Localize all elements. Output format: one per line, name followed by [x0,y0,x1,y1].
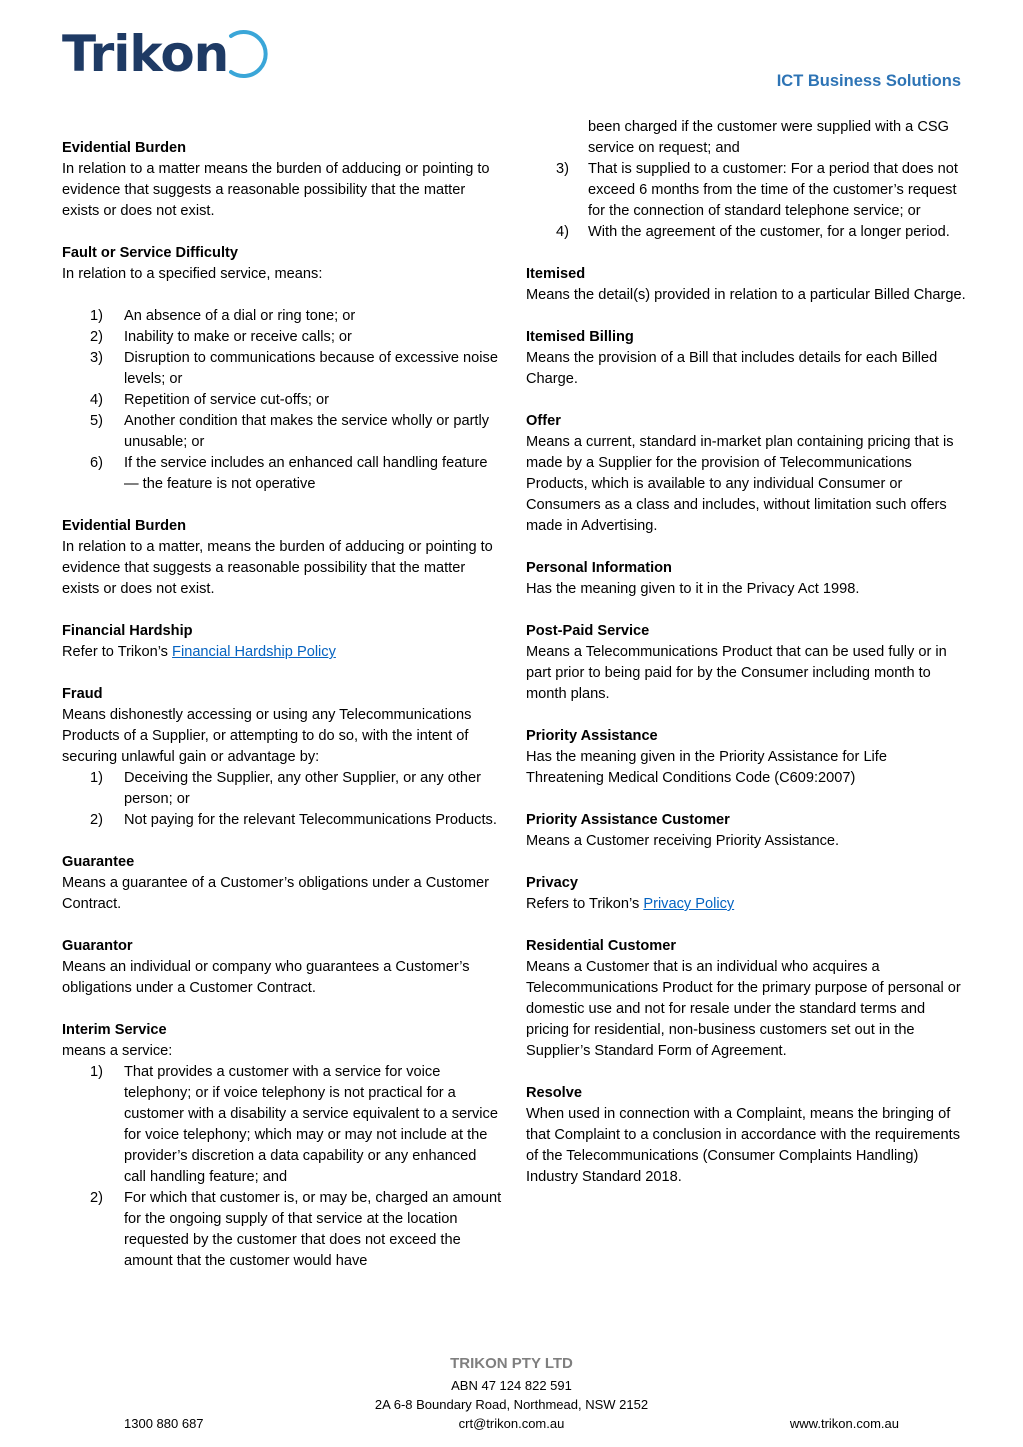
right-column [526,117,966,1209]
term-definition: In relation to a matter means the burden of adducing or pointing to evidence that suggests a reasonable possibility that the matter exists or does not exist. [62,161,490,219]
list-number: 2) [90,1190,103,1206]
definition-priority-assistance-customer [526,810,966,852]
list-number: 1) [90,1064,103,1080]
term-title: Personal Information [526,560,672,576]
definition-evidential-burden-2 [62,516,502,600]
term-title: Evidential Burden [62,518,187,534]
definition-itemised [526,264,966,306]
financial-hardship-policy-link[interactable]: Financial Hardship Policy [172,644,336,660]
term-title: Guarantee [62,854,135,870]
term-title: Priority Assistance Customer [526,812,730,828]
definition-interim-service [62,1020,502,1272]
interim-service-continuation [526,117,966,243]
term-title: Fault or Service Difficulty [62,245,238,261]
definition-post-paid-service [526,621,966,705]
footer-abn: ABN 47 124 822 591 [451,1378,572,1393]
term-title: Privacy [526,875,578,891]
list-text: Inability to make or receive calls; or [124,329,352,345]
fraud-list [62,768,502,831]
footer-company-name: TRIKON PTY LTD [450,1355,573,1372]
list-text: With the agreement of the customer, for a longer period. [588,224,950,240]
definition-personal-information [526,558,966,600]
term-title: Itemised Billing [526,329,634,345]
list-number: 4) [556,224,569,240]
header-tagline: ICT Business Solutions [776,72,961,90]
list-item [62,810,502,831]
list-text: Another condition that makes the service wholly or partly unusable; or [124,413,490,450]
term-title: Fraud [62,686,103,702]
list-item [526,159,966,222]
list-text: That provides a customer with a service for voice telephony; or if voice telephony is not practical for a customer with a disability a service equivalent to a service for voice telephony; which may or may not include at the provider’s discretion a data capability or any enhanced call handling feature; and [124,1064,498,1185]
list-number: 4) [90,392,103,408]
term-title: Offer [526,413,561,429]
definition-prefix: Refer to Trikon’s [62,644,173,660]
list-item [62,1062,502,1188]
list-item [526,222,966,243]
list-number: 5) [90,413,103,429]
term-definition: When used in connection with a Complaint, means the bringing of that Complaint to a conclusion in accordance with the requirements of the Telecommunications (Consumer Complaints Handling) Industry Standard 2018. [526,1106,960,1185]
interim-service-list-continued [526,159,966,243]
term-definition [62,642,502,663]
list-number: 2) [90,812,103,828]
definition-guarantor [62,936,502,999]
list-item [62,306,502,327]
definition-resolve [526,1083,966,1188]
term-title: Evidential Burden [62,140,187,156]
list-text: If the service includes an enhanced call handling feature — the feature is not operative [124,455,488,492]
footer-phone: 1300 880 687 [124,1416,204,1431]
term-definition: Means dishonestly accessing or using any Telecommunications Products of a Supplier, or attempting to do so, with the intent of securing unlawful gain or advantage by: [62,707,472,765]
term-definition: Means a Customer that is an individual who acquires a Telecommunications Product for the primary purpose of personal or domestic use and not for resale under the standard terms and pricing for residential, non-business customers set out in the Supplier’s Standard Form of Agreement. [526,959,961,1059]
term-title: Financial Hardship [62,623,193,639]
footer-email[interactable]: crt@trikon.com.au [458,1416,565,1431]
fault-list [62,306,502,495]
list-number: 1) [90,770,103,786]
term-title: Post-Paid Service [526,623,650,639]
term-definition: Means a current, standard in-market plan containing pricing that is made by a Supplier for the provision of Telecommunications Products, which is available to any individual Consumer or Consumers as a class and includes, without limitation such offers made in Advertising. [526,434,954,534]
list-item [62,411,502,453]
term-definition [526,894,966,915]
term-definition: Has the meaning given in the Priority Assistance for Life Threatening Medical Conditions Code (C609:2007) [526,749,887,786]
term-definition: Means the provision of a Bill that includes details for each Billed Charge. [526,350,938,387]
list-number: 2) [90,329,103,345]
logo-wordmark: Trikon [62,25,229,83]
list-text: Disruption to communications because of excessive noise levels; or [124,350,498,387]
term-title: Residential Customer [526,938,677,954]
term-definition: Means a Customer receiving Priority Assistance. [526,833,840,849]
list-text: That is supplied to a customer: For a period that does not exceed 6 months from the time of the customer’s request for the connection of standard telephone service; or [588,161,958,219]
page-footer [0,1352,1023,1433]
list-item [62,348,502,390]
list-number: 3) [556,161,569,177]
interim-service-list [62,1062,502,1272]
term-definition: Means the detail(s) provided in relation to a particular Billed Charge. [526,287,966,303]
left-column [62,138,502,1293]
list-number: 3) [90,350,103,366]
footer-website[interactable]: www.trikon.com.au [789,1416,899,1431]
list-number: 6) [90,455,103,471]
continuation-text: been charged if the customer were supplied with a CSG service on request; and [588,119,949,156]
logo-arc-icon [217,28,277,80]
term-definition: Means a guarantee of a Customer’s obligations under a Customer Contract. [62,875,489,912]
definition-fault [62,243,502,495]
footer-address: 2A 6-8 Boundary Road, Northmead, NSW 2152 [374,1397,649,1412]
list-item [62,453,502,495]
list-text: Not paying for the relevant Telecommunications Products. [124,812,497,828]
term-title: Guarantor [62,938,133,954]
definition-financial-hardship [62,621,502,663]
term-title: Itemised [526,266,586,282]
list-item [62,768,502,810]
term-definition: Means an individual or company who guarantees a Customer’s obligations under a Customer Contract. [62,959,470,996]
term-title: Resolve [526,1085,582,1101]
term-definition: means a service: [62,1043,173,1059]
term-title: Interim Service [62,1022,167,1038]
definition-privacy [526,873,966,915]
term-definition: In relation to a matter, means the burden of adducing or pointing to evidence that suggests a reasonable possibility that the matter exists or does not exist. [62,539,493,597]
term-definition: Means a Telecommunications Product that can be used fully or in part prior to being paid for by the Consumer including month to month plans. [526,644,947,702]
list-number: 1) [90,308,103,324]
definition-itemised-billing [526,327,966,390]
list-text: An absence of a dial or ring tone; or [124,308,356,324]
list-text: Repetition of service cut-offs; or [124,392,329,408]
privacy-policy-link[interactable]: Privacy Policy [643,896,735,912]
trikon-logo [62,24,262,84]
term-definition: In relation to a specified service, means: [62,266,323,282]
footer-contact-row [0,1414,1023,1433]
list-text: For which that customer is, or may be, charged an amount for the ongoing supply of that service at the location requested by the customer that does not exceed the amount that the customer would have [124,1190,502,1269]
definition-evidential-burden-1 [62,138,502,222]
list-item [62,327,502,348]
definition-priority-assistance [526,726,966,789]
definition-offer [526,411,966,537]
term-title: Priority Assistance [526,728,658,744]
definition-guarantee [62,852,502,915]
definition-fraud [62,684,502,831]
list-text: Deceiving the Supplier, any other Supplier, or any other person; or [124,770,481,807]
definition-residential-customer [526,936,966,1062]
list-item [62,390,502,411]
list-item [62,1188,502,1272]
definition-prefix: Refers to Trikon’s [526,896,644,912]
term-definition: Has the meaning given to it in the Privacy Act 1998. [526,581,860,597]
